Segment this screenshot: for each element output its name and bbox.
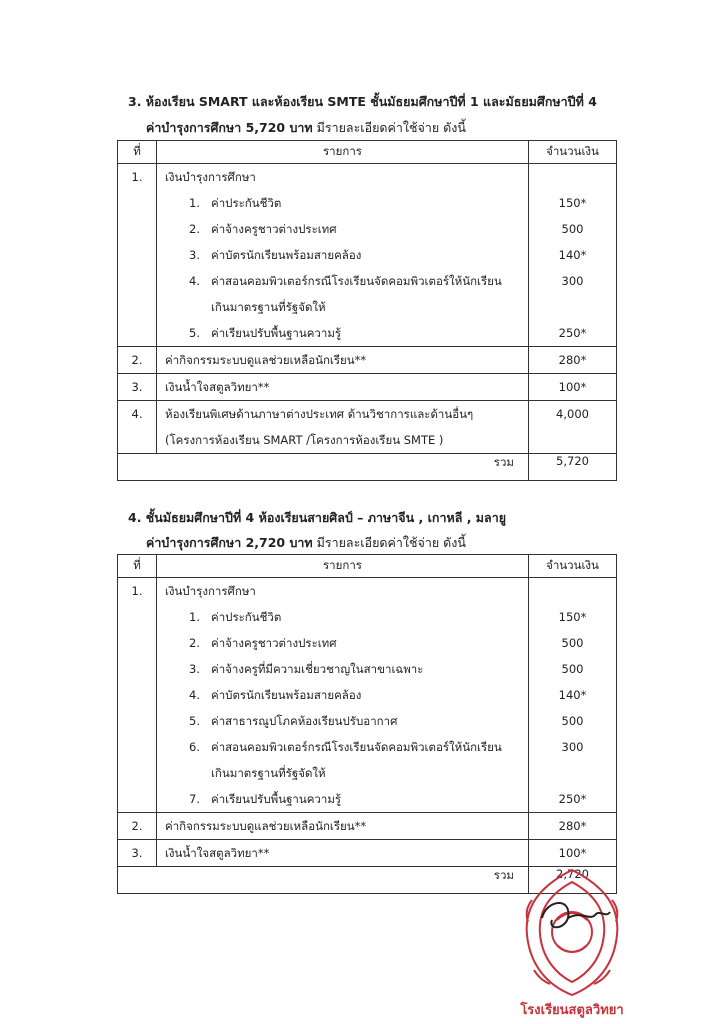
row-number bbox=[118, 578, 157, 813]
row-label: เงินบำรุงการศึกษา bbox=[165, 170, 256, 184]
school-seal-icon bbox=[512, 860, 632, 1020]
sub-item-number: 6. bbox=[189, 740, 200, 754]
row-amount bbox=[529, 347, 617, 374]
sub-item-label: ค่าเรียนปรับพื้นฐานความรู้ bbox=[211, 792, 342, 806]
section-3-fee-amount: ค่าบำรุงการศึกษา 5,720 บาท bbox=[146, 120, 313, 135]
section-4-fee-note: มีรายละเอียดค่าใช้จ่าย ดังนี้ bbox=[312, 535, 466, 550]
sub-item bbox=[165, 734, 528, 760]
sub-item-label: ค่าจ้างครูชาวต่างประเทศ bbox=[211, 636, 337, 650]
amount-spacer bbox=[529, 164, 616, 190]
sub-item bbox=[165, 216, 528, 242]
row-label: ห้องเรียนพิเศษด้านภาษาต่างประเทศ ด้านวิชาการและด้านอื่นๆ bbox=[165, 407, 474, 421]
sub-item-label: ค่าสอนคอมพิวเตอร์กรณีโรงเรียนจัดคอมพิวเตอร์ให้นักเรียน bbox=[211, 740, 502, 754]
row-amount bbox=[529, 578, 617, 813]
sub-item-amount: 500 bbox=[561, 714, 584, 728]
row-amount-text: 4,000 bbox=[556, 407, 589, 421]
amount-spacer bbox=[529, 760, 616, 786]
row-item bbox=[157, 401, 529, 454]
total-label: รวม bbox=[118, 454, 529, 481]
sub-item-amount: 500 bbox=[561, 222, 584, 236]
sub-item-number: 5. bbox=[189, 714, 200, 728]
sub-item-label: ค่าเรียนปรับพื้นฐานความรู้ bbox=[211, 326, 342, 340]
total-row bbox=[118, 454, 617, 481]
sub-item-number: 7. bbox=[189, 792, 200, 806]
svg-text:โรงเรียนสตูลวิทยา: โรงเรียนสตูลวิทยา bbox=[520, 1003, 624, 1018]
sub-item-label: ค่าบัตรนักเรียนพร้อมสายคล้อง bbox=[211, 688, 362, 702]
row-amount-text: 280* bbox=[558, 353, 587, 367]
row-number bbox=[118, 401, 157, 454]
row-number-text: 3. bbox=[131, 846, 143, 860]
row-amount bbox=[529, 401, 617, 454]
sub-item-amount: 250* bbox=[558, 326, 587, 340]
sub-item bbox=[165, 242, 528, 268]
row-amount bbox=[529, 164, 617, 347]
row-amount bbox=[529, 374, 617, 401]
row-number bbox=[118, 840, 157, 867]
section-3-title: 3. ห้องเรียน SMART และห้องเรียน SMTE ชั้นมัธยมศึกษาปีที่ 1 และมัธยมศึกษาปีที่ 4 bbox=[128, 94, 597, 109]
row-number-text: 1. bbox=[131, 584, 143, 598]
sub-item-label: ค่าสาธารณูปโภคห้องเรียนปรับอากาศ bbox=[211, 714, 398, 728]
table-header-row bbox=[118, 555, 617, 578]
section-4-fee-amount: ค่าบำรุงการศึกษา 2,720 บาท bbox=[146, 535, 313, 550]
header-item: รายการ bbox=[157, 141, 529, 164]
sub-item-amount: 150* bbox=[558, 196, 587, 210]
sub-item-amount: 300 bbox=[561, 274, 584, 288]
sub-item bbox=[165, 604, 528, 630]
sub-item-amount: 140* bbox=[558, 688, 587, 702]
sub-item-number: 3. bbox=[189, 248, 200, 262]
section-4-title: 4. ชั้นมัธยมศึกษาปีที่ 4 ห้องเรียนสายศิลป์ – ภาษาจีน , เกาหลี , มลายู bbox=[128, 510, 507, 525]
row-number-text: 2. bbox=[131, 819, 143, 833]
sub-item-amount: 500 bbox=[561, 636, 584, 650]
total-amount: 2,720 bbox=[529, 867, 617, 894]
row-amount bbox=[529, 813, 617, 840]
row-number bbox=[118, 813, 157, 840]
sub-item-number: 2. bbox=[189, 222, 200, 236]
sub-item-number: 2. bbox=[189, 636, 200, 650]
table-row bbox=[118, 813, 617, 840]
sub-item bbox=[165, 630, 528, 656]
sub-item bbox=[165, 786, 528, 812]
sub-item bbox=[165, 268, 528, 294]
section-3-fee-note: มีรายละเอียดค่าใช้จ่าย ดังนี้ bbox=[312, 120, 466, 135]
sub-item-number: 4. bbox=[189, 688, 200, 702]
sub-item-amount: 150* bbox=[558, 610, 587, 624]
row-number-text: 1. bbox=[131, 170, 143, 184]
row-amount-text: 280* bbox=[558, 819, 587, 833]
sub-item-amount: 500 bbox=[561, 662, 584, 676]
row-number-text: 4. bbox=[131, 407, 143, 421]
amount-spacer bbox=[529, 294, 616, 320]
sub-item-amount: 140* bbox=[558, 248, 587, 262]
header-no: ที่ bbox=[118, 555, 157, 578]
sub-item bbox=[165, 320, 528, 346]
header-item: รายการ bbox=[157, 555, 529, 578]
sub-item-label: ค่าบัตรนักเรียนพร้อมสายคล้อง bbox=[211, 248, 362, 262]
total-amount: 5,720 bbox=[529, 454, 617, 481]
sub-item bbox=[165, 682, 528, 708]
sub-item-label: ค่าสอนคอมพิวเตอร์กรณีโรงเรียนจัดคอมพิวเตอร์ให้นักเรียน bbox=[211, 274, 502, 288]
sub-item bbox=[165, 190, 528, 216]
table-row bbox=[118, 401, 617, 454]
sub-item-number: 5. bbox=[189, 326, 200, 340]
section-4-fee-line bbox=[146, 533, 466, 553]
row-number-text: 3. bbox=[131, 380, 143, 394]
row-item bbox=[157, 347, 529, 374]
header-amount: จำนวนเงิน bbox=[529, 141, 617, 164]
section-4-fee-table bbox=[117, 554, 617, 894]
table-row bbox=[118, 374, 617, 401]
row-label: เงินน้ำใจสตูลวิทยา** bbox=[165, 380, 270, 394]
row-item bbox=[157, 578, 529, 813]
sub-item bbox=[165, 656, 528, 682]
row-item bbox=[157, 813, 529, 840]
sub-item-label: ค่าจ้างครูที่มีความเชี่ยวชาญในสาขาเฉพาะ bbox=[211, 662, 424, 676]
sub-item-number: 4. bbox=[189, 274, 200, 288]
row-amount-text: 100* bbox=[558, 380, 587, 394]
table-row bbox=[118, 578, 617, 813]
sub-item-continuation: เกินมาตรฐานที่รัฐจัดให้ bbox=[211, 766, 326, 780]
row-number bbox=[118, 164, 157, 347]
row-label-continuation: (โครงการห้องเรียน SMART /โครงการห้องเรียน SMTE ) bbox=[165, 433, 444, 447]
section-3-fee-line bbox=[146, 118, 466, 138]
header-amount: จำนวนเงิน bbox=[529, 555, 617, 578]
sub-item-amount: 250* bbox=[558, 792, 587, 806]
sub-item-number: 3. bbox=[189, 662, 200, 676]
row-item bbox=[157, 374, 529, 401]
amount-spacer bbox=[529, 578, 616, 604]
row-amount-text: 100* bbox=[558, 846, 587, 860]
row-label: เงินบำรุงการศึกษา bbox=[165, 584, 256, 598]
sub-item-continuation: เกินมาตรฐานที่รัฐจัดให้ bbox=[211, 300, 326, 314]
sub-item-number: 1. bbox=[189, 196, 200, 210]
row-item bbox=[157, 840, 529, 867]
sub-item-label: ค่าจ้างครูชาวต่างประเทศ bbox=[211, 222, 337, 236]
table-header-row bbox=[118, 141, 617, 164]
total-label: รวม bbox=[118, 867, 529, 894]
table-row bbox=[118, 164, 617, 347]
row-number bbox=[118, 347, 157, 374]
header-no: ที่ bbox=[118, 141, 157, 164]
row-label: ค่ากิจกรรมระบบดูแลช่วยเหลือนักเรียน** bbox=[165, 353, 367, 367]
sub-item-amount: 300 bbox=[561, 740, 584, 754]
row-number-text: 2. bbox=[131, 353, 143, 367]
sub-item-number: 1. bbox=[189, 610, 200, 624]
section-3-fee-table bbox=[117, 140, 617, 481]
sub-item bbox=[165, 708, 528, 734]
row-number bbox=[118, 374, 157, 401]
row-item bbox=[157, 164, 529, 347]
sub-item-label: ค่าประกันชีวิต bbox=[211, 610, 282, 624]
row-label: เงินน้ำใจสตูลวิทยา** bbox=[165, 846, 270, 860]
row-label: ค่ากิจกรรมระบบดูแลช่วยเหลือนักเรียน** bbox=[165, 819, 367, 833]
table-row bbox=[118, 347, 617, 374]
sub-item-label: ค่าประกันชีวิต bbox=[211, 196, 282, 210]
